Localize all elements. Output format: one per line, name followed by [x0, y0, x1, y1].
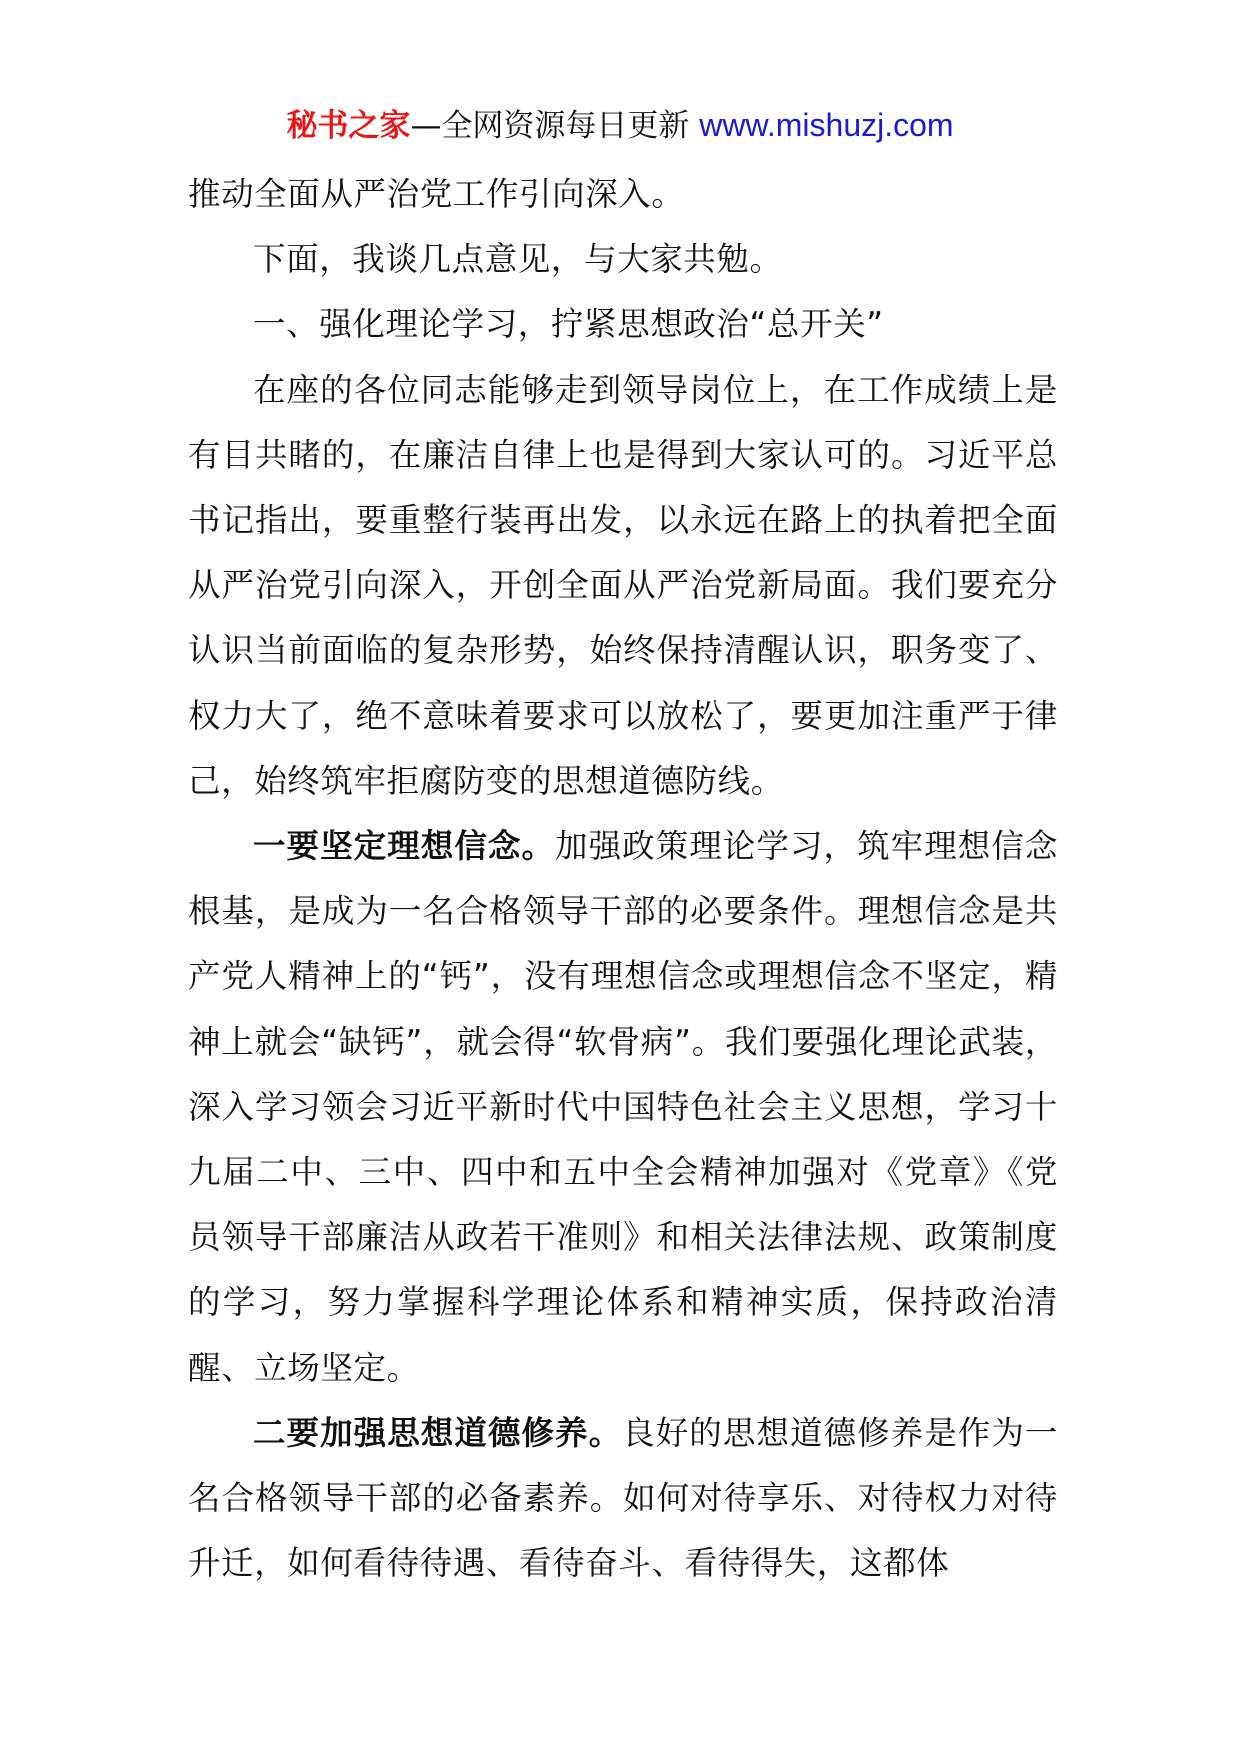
paragraph-continuation: 推动全面从严治党工作引向深入。 — [188, 175, 685, 213]
header-url[interactable]: www.mishuzj.com — [699, 107, 954, 143]
page-header — [0, 100, 1240, 151]
point-lead: 一要坚定理想信念。 — [253, 827, 556, 866]
paragraph-intro: 下面，我谈几点意见，与大家共勉。 — [253, 240, 783, 279]
point-lead: 二要加强思想道德修养。 — [253, 1413, 623, 1452]
section-heading: 一、强化理论学习，拧紧思想政治“总开关” — [253, 305, 884, 344]
paragraph-point-one: 一要坚定理想信念。加强政策理论学习，筑牢理想信念根基，是成为一名合格领导干部的必要条件。理想信念是共产党人精神上的“钙”，没有理想信念或理想信念不坚定，精神上就会“缺钙”，就会得“软骨病”。我们要强化理论武装，深入学习领会习近平新时代中国特色社会主义思想，学习十九届二中、三中、四中和五中全会精神加强对《党章》《党员领导干部廉洁从政若干准则》和相关法律法规、政策制度的学习，努力掌握科学理论体系和精神实质，保持政治清醒、立场坚定。 — [188, 827, 1058, 1387]
header-brand: 秘书之家 — [286, 108, 411, 144]
header-tagline: —全网资源每日更新 — [410, 108, 700, 144]
paragraph-point-two: 二要加强思想道德修养。良好的思想道德修养是作为一名合格领导干部的必备素养。如何对待享乐、对待权力对待升迁，如何看待待遇、看待奋斗、看待得失，这都体 — [188, 1413, 1058, 1583]
document-body — [188, 162, 1058, 1596]
paragraph-body: 在座的各位同志能够走到领导岗位上，在工作成绩上是有目共睹的，在廉洁自律上也是得到大家认可的。习近平总书记指出，要重整行装再出发，以永远在路上的执着把全面从严治党引向深入，开创全面从严治党新局面。我们要充分认识当前面临的复杂形势，始终保持清醒认识，职务变了、权力大了，绝不意味着要求可以放松了，要更加注重严于律己，始终筑牢拒腐防变的思想道德防线。 — [188, 370, 1058, 800]
